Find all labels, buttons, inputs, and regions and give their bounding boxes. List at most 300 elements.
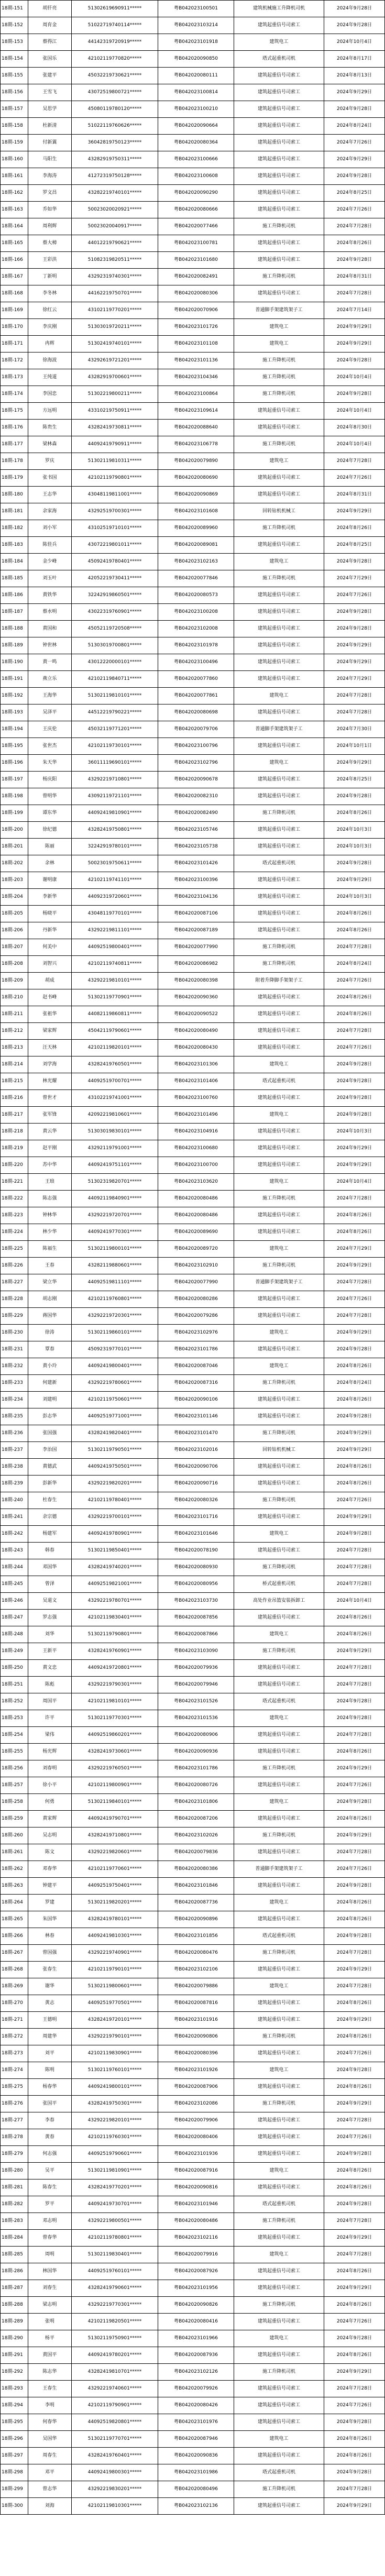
table-row: [1, 1224, 385, 1241]
batch-number-cell: 18期-222: [1, 1191, 28, 1207]
certificate-number-cell: 粤B042020079836: [158, 1844, 234, 1861]
table-row: [1, 805, 385, 822]
certificate-number-cell: 粤B042023100501: [158, 1, 234, 17]
certificate-number-cell: 粤B042020080406: [158, 2129, 234, 2146]
table-row: [1, 1576, 385, 1593]
batch-number-cell: 18期-278: [1, 2129, 28, 2146]
id-number-cell: 44092419780201*****: [71, 2347, 158, 2364]
date-cell: 2024年8月26日: [324, 2431, 384, 2448]
certificate-number-cell: 粤B042020077860: [158, 671, 234, 688]
person-name-cell: 汪天林: [28, 1040, 71, 1056]
person-name-cell: 吴平: [28, 2163, 71, 2179]
table-row: [1, 2213, 385, 2230]
date-cell: 2024年8月26日: [324, 1207, 384, 1224]
date-cell: 2024年10月3日: [324, 822, 384, 839]
id-number-cell: 45092319770101*****: [71, 1341, 158, 1358]
date-cell: 2024年10月4日: [324, 403, 384, 420]
batch-number-cell: 18期-299: [1, 2481, 28, 2498]
batch-number-cell: 18期-190: [1, 654, 28, 671]
certificate-number-cell: 粤B042020080430: [158, 1040, 234, 1056]
batch-number-cell: 18期-176: [1, 420, 28, 436]
job-type-cell: 建筑电工: [234, 1174, 324, 1191]
date-cell: 2024年7月28日: [324, 1660, 384, 1677]
id-number-cell: 43048119770101*****: [71, 906, 158, 922]
person-name-cell: 张书国: [28, 470, 71, 487]
person-name-cell: 陈福生: [28, 1241, 71, 1258]
certificate-number-cell: 粤B042020087736: [158, 1895, 234, 1911]
certificate-number-cell: 粤B042020080573: [158, 587, 234, 604]
batch-number-cell: 18期-182: [1, 520, 28, 537]
batch-number-cell: 18期-300: [1, 2498, 28, 2515]
id-number-cell: 43292219780701*****: [71, 1593, 158, 1610]
id-number-cell: 51302219800211*****: [71, 386, 158, 403]
person-name-cell: 邓志明: [28, 2213, 71, 2230]
batch-number-cell: 18期-167: [1, 269, 28, 285]
batch-number-cell: 18期-151: [1, 1, 28, 17]
batch-number-cell: 18期-179: [1, 470, 28, 487]
table-row: [1, 2448, 385, 2464]
person-name-cell: 周国平: [28, 1693, 71, 1710]
date-cell: 2024年7月26日: [324, 973, 384, 989]
date-cell: 2024年7月28日: [324, 218, 384, 235]
table-row: [1, 1760, 385, 1777]
job-type-cell: 施工升降机司机: [234, 2213, 324, 2230]
date-cell: 2024年9月28日: [324, 1, 384, 17]
date-cell: 2024年8月26日: [324, 235, 384, 252]
table-row: [1, 1945, 385, 1962]
batch-number-cell: 18期-195: [1, 738, 28, 755]
job-type-cell: 建筑电工: [234, 1056, 324, 1073]
certificate-number-cell: 粤B042020079890: [158, 453, 234, 470]
person-name-cell: 余家海: [28, 503, 71, 520]
certificate-number-cell: 粤B042023101978: [158, 637, 234, 654]
batch-number-cell: 18期-291: [1, 2347, 28, 2364]
batch-number-cell: 18期-202: [1, 855, 28, 872]
date-cell: 2024年7月26日: [324, 1861, 384, 1878]
job-type-cell: 建筑起重信号司索工: [234, 604, 324, 621]
date-cell: 2024年7月28日: [324, 1844, 384, 1861]
job-type-cell: 建筑电工: [234, 34, 324, 51]
table-row: [1, 1509, 385, 1526]
date-cell: 2024年10月4日: [324, 1174, 384, 1191]
date-cell: 2024年8月24日: [324, 118, 384, 135]
person-name-cell: 黄志: [28, 1995, 71, 2012]
person-name-cell: 吴国华: [28, 2431, 71, 2448]
id-number-cell: 36011119690101*****: [71, 755, 158, 772]
person-name-cell: 黄文忠: [28, 1660, 71, 1677]
table-row: [1, 302, 385, 319]
job-type-cell: 建筑起重信号司索工: [234, 1476, 324, 1492]
table-row: [1, 1157, 385, 1174]
person-name-cell: 徐小平: [28, 1777, 71, 1794]
id-number-cell: 43048119811001*****: [71, 487, 158, 503]
table-row: [1, 1911, 385, 1928]
batch-number-cell: 18期-163: [1, 202, 28, 218]
batch-number-cell: 18期-250: [1, 1660, 28, 1677]
job-type-cell: 施工升降机司机: [234, 1828, 324, 1844]
job-type-cell: 施工升降机司机: [234, 369, 324, 386]
table-row: [1, 1325, 385, 1341]
id-number-cell: 42102119800901*****: [71, 1777, 158, 1794]
person-name-cell: 刘春生: [28, 2280, 71, 2297]
job-type-cell: 建筑起重信号司索工: [234, 403, 324, 420]
id-number-cell: 43292219710801*****: [71, 772, 158, 788]
table-row: [1, 839, 385, 855]
person-name-cell: 丁新明: [28, 269, 71, 285]
id-number-cell: 44092519860201*****: [71, 1727, 158, 1744]
job-type-cell: 塔式起重机司机: [234, 51, 324, 68]
job-type-cell: 建筑电工: [234, 1710, 324, 1727]
table-row: [1, 554, 385, 570]
id-number-cell: 51302119800601*****: [71, 1978, 158, 1995]
date-cell: 2024年7月28日: [324, 1677, 384, 1693]
job-type-cell: 建筑起重信号司索工: [234, 788, 324, 805]
date-cell: 2024年10月4日: [324, 436, 384, 453]
id-number-cell: 43102219741001*****: [71, 1090, 158, 1107]
id-number-cell: 32242919860501*****: [71, 587, 158, 604]
date-cell: 2024年9月28日: [324, 2330, 384, 2347]
person-name-cell: 罗庆: [28, 453, 71, 470]
certificate-number-cell: 粤B042023103214: [158, 17, 234, 34]
job-type-cell: 建筑起重信号司索工: [234, 1140, 324, 1157]
certificate-number-cell: 粤B042023101136: [158, 353, 234, 369]
table-row: [1, 704, 385, 721]
table-row: [1, 420, 385, 436]
batch-number-cell: 18期-259: [1, 1811, 28, 1828]
table-row: [1, 2196, 385, 2213]
date-cell: 2024年9月28日: [324, 1794, 384, 1811]
id-number-cell: 43292219820101*****: [71, 2112, 158, 2129]
batch-number-cell: 18期-220: [1, 1157, 28, 1174]
date-cell: 2024年7月28日: [324, 2213, 384, 2230]
batch-number-cell: 18期-242: [1, 1526, 28, 1543]
job-type-cell: 附着升降脚手架架子工: [234, 973, 324, 989]
batch-number-cell: 18期-216: [1, 1090, 28, 1107]
id-number-cell: 43292319740301*****: [71, 269, 158, 285]
date-cell: 2024年8月26日: [324, 2079, 384, 2096]
person-name-cell: 何勇: [28, 1794, 71, 1811]
certificate-number-cell: 粤B042023100760: [158, 1090, 234, 1107]
id-number-cell: 43310219750911*****: [71, 403, 158, 420]
table-row: [1, 520, 385, 537]
table-row: [1, 2431, 385, 2448]
batch-number-cell: 18期-188: [1, 621, 28, 637]
person-name-cell: 朱天华: [28, 755, 71, 772]
job-type-cell: 施工升降机司机: [234, 1375, 324, 1392]
batch-number-cell: 18期-169: [1, 302, 28, 319]
certificate-number-cell: 粤B042020080396: [158, 2045, 234, 2062]
table-row: [1, 403, 385, 420]
batch-number-cell: 18期-237: [1, 1442, 28, 1459]
date-cell: 2024年9月28日: [324, 1090, 384, 1107]
certificate-number-cell: 粤B042023102796: [158, 755, 234, 772]
job-type-cell: 塔式起重机司机: [234, 1693, 324, 1710]
certificate-number-cell: 粤B042020080486: [158, 1207, 234, 1224]
date-cell: 2024年9月29日: [324, 1643, 384, 1660]
person-name-cell: 张军锋: [28, 1107, 71, 1124]
job-type-cell: 施工升降机司机: [234, 1945, 324, 1962]
id-number-cell: 42102119810101*****: [71, 1693, 158, 1710]
certificate-number-cell: 粤B042020087046: [158, 1358, 234, 1375]
date-cell: 2024年9月29日: [324, 503, 384, 520]
table-row: [1, 1593, 385, 1610]
person-name-cell: 李治国: [28, 1442, 71, 1459]
id-number-cell: 51022719740114*****: [71, 17, 158, 34]
certificate-number-cell: 粤B042023101406: [158, 1073, 234, 1090]
id-number-cell: 43292219811101*****: [71, 922, 158, 939]
person-name-cell: 丹新华: [28, 922, 71, 939]
job-type-cell: 建筑起重信号司索工: [234, 1878, 324, 1895]
person-name-cell: 梁林森: [28, 436, 71, 453]
date-cell: 2024年9月28日: [324, 2062, 384, 2079]
batch-number-cell: 18期-254: [1, 1727, 28, 1744]
batch-number-cell: 18期-203: [1, 872, 28, 889]
table-row: [1, 1693, 385, 1710]
id-number-cell: 51302119810311*****: [71, 453, 158, 470]
table-row: [1, 1710, 385, 1727]
id-number-cell: 50023020020921*****: [71, 202, 158, 218]
batch-number-cell: 18期-280: [1, 2163, 28, 2179]
table-row: [1, 2347, 385, 2364]
id-number-cell: 43072219801011*****: [71, 537, 158, 554]
date-cell: 2024年9月29日: [324, 319, 384, 336]
job-type-cell: 建筑电工: [234, 1241, 324, 1258]
batch-number-cell: 18期-173: [1, 369, 28, 386]
table-row: [1, 118, 385, 135]
table-row: [1, 68, 385, 84]
job-type-cell: 建筑起重信号司索工: [234, 2498, 324, 2515]
job-type-cell: 建筑电工: [234, 1895, 324, 1911]
id-number-cell: 44092519811101*****: [71, 1274, 158, 1291]
person-name-cell: 苏中华: [28, 1157, 71, 1174]
person-name-cell: 曾春华: [28, 2230, 71, 2247]
person-name-cell: 胡仟亮: [28, 1, 71, 17]
person-name-cell: 陈丽: [28, 839, 71, 855]
certificate-number-cell: 粤B042020090836: [158, 2448, 234, 2464]
job-type-cell: 建筑起重信号司索工: [234, 1509, 324, 1526]
job-type-cell: 建筑起重信号司索工: [234, 922, 324, 939]
id-number-cell: 43282419750301*****: [71, 2096, 158, 2112]
batch-number-cell: 18期-287: [1, 2280, 28, 2297]
date-cell: 2024年7月28日: [324, 2481, 384, 2498]
id-number-cell: 43292219820201*****: [71, 1476, 158, 1492]
certificate-number-cell: 粤B042023105746: [158, 822, 234, 839]
certificate-number-cell: 粤B042020087866: [158, 1626, 234, 1643]
table-row: [1, 1358, 385, 1375]
job-type-cell: 普通脚手架建筑架子工: [234, 302, 324, 319]
certificate-number-cell: 粤B042020077990: [158, 1274, 234, 1291]
certificate-number-cell: 粤B042023102976: [158, 1325, 234, 1341]
batch-number-cell: 18期-279: [1, 2146, 28, 2163]
id-number-cell: 43282419760401*****: [71, 2448, 158, 2464]
batch-number-cell: 18期-170: [1, 319, 28, 336]
id-number-cell: 42102119770820*****: [71, 51, 158, 68]
certificate-number-cell: 粤B042023100496: [158, 654, 234, 671]
batch-number-cell: 18期-236: [1, 1425, 28, 1442]
person-name-cell: 赵书峰: [28, 989, 71, 1006]
batch-number-cell: 18期-226: [1, 1258, 28, 1274]
person-name-cell: 黄铁华: [28, 587, 71, 604]
certificate-number-cell: 粤B042020089690: [158, 1224, 234, 1241]
date-cell: 2024年9月28日: [324, 2146, 384, 2163]
certificate-number-cell: 粤B042020080386: [158, 1861, 234, 1878]
batch-number-cell: 18期-205: [1, 906, 28, 922]
id-number-cell: 42102119790101*****: [71, 1962, 158, 1978]
job-type-cell: 建筑电工: [234, 2247, 324, 2263]
person-name-cell: 徐红云: [28, 302, 71, 319]
job-type-cell: 建筑起重信号司索工: [234, 1341, 324, 1358]
table-row: [1, 2146, 385, 2163]
job-type-cell: 建筑电工: [234, 755, 324, 772]
id-number-cell: 43102119770201*****: [71, 302, 158, 319]
date-cell: 2024年9月28日: [324, 1341, 384, 1358]
date-cell: 2024年9月28日: [324, 554, 384, 570]
person-name-cell: 何美中: [28, 939, 71, 956]
job-type-cell: 塔式起重机司机: [234, 855, 324, 872]
certificate-number-cell: 粤B042020090290: [158, 185, 234, 202]
certificate-number-cell: 粤B042020082490: [158, 805, 234, 822]
date-cell: 2024年7月26日: [324, 202, 384, 218]
person-name-cell: 曾世才: [28, 1090, 71, 1107]
job-type-cell: 建筑起重信号司索工: [234, 1543, 324, 1559]
table-row: [1, 2247, 385, 2263]
id-number-cell: 44092519700701*****: [71, 1073, 158, 1090]
date-cell: 2024年9月29日: [324, 1325, 384, 1341]
job-type-cell: 回转钻机机械工: [234, 1442, 324, 1459]
job-type-cell: 普通脚手架建筑架子工: [234, 1861, 324, 1878]
id-number-cell: 43282419770201*****: [71, 2179, 158, 2196]
table-row: [1, 1660, 385, 1677]
person-name-cell: 黄国平: [28, 2347, 71, 2364]
person-name-cell: 陈佳兵: [28, 537, 71, 554]
certificate-number-cell: 粤B042023102106: [158, 1962, 234, 1978]
table-row: [1, 1174, 385, 1191]
date-cell: 2024年9月29日: [324, 84, 384, 101]
table-row: [1, 336, 385, 353]
job-type-cell: 建筑起重信号司索工: [234, 989, 324, 1006]
certificate-number-cell: 粤B042020080426: [158, 2397, 234, 2414]
id-number-cell: 43282419740201*****: [71, 1559, 158, 1576]
certificate-number-cell: 粤B042020087926: [158, 2263, 234, 2280]
certificate-number-cell: 粤B042023102016: [158, 1442, 234, 1459]
batch-number-cell: 18期-296: [1, 2431, 28, 2448]
job-type-cell: 建筑起重信号司索工: [234, 1224, 324, 1241]
date-cell: 2024年8月26日: [324, 1995, 384, 2012]
id-number-cell: 51302119770301*****: [71, 1710, 158, 1727]
job-type-cell: 建筑电工: [234, 1358, 324, 1375]
table-row: [1, 1140, 385, 1157]
certificate-number-cell: 粤B042020088640: [158, 420, 234, 436]
certificate-number-cell: 粤B042023101108: [158, 336, 234, 353]
certificate-number-cell: 粤B042020079706: [158, 721, 234, 738]
table-row: [1, 1476, 385, 1492]
date-cell: 2024年10月3日: [324, 1124, 384, 1140]
date-cell: 2024年7月28日: [324, 2112, 384, 2129]
job-type-cell: 建筑起重信号司索工: [234, 285, 324, 302]
certificate-number-cell: 粤B042023105738: [158, 839, 234, 855]
job-type-cell: 建筑起重信号司索工: [234, 637, 324, 654]
batch-number-cell: 18期-155: [1, 68, 28, 84]
batch-number-cell: 18期-178: [1, 453, 28, 470]
certificate-number-cell: 粤B042020080416: [158, 2314, 234, 2330]
id-number-cell: 44092519820801*****: [71, 2414, 158, 2431]
date-cell: 2024年8月26日: [324, 906, 384, 922]
date-cell: 2024年9月28日: [324, 168, 384, 185]
person-name-cell: 黄春: [28, 2129, 71, 2146]
person-name-cell: 钟林华: [28, 1207, 71, 1224]
batch-number-cell: 18期-201: [1, 839, 28, 855]
person-name-cell: 黄家辉: [28, 1811, 71, 1828]
job-type-cell: 施工升降机司机: [234, 2029, 324, 2045]
id-number-cell: 43022319760901*****: [71, 604, 158, 621]
job-type-cell: 建筑起重信号司索工: [234, 17, 324, 34]
date-cell: 2024年9月29日: [324, 637, 384, 654]
id-number-cell: 43282419790601*****: [71, 2280, 158, 2297]
date-cell: 2024年7月29日: [324, 671, 384, 688]
date-cell: 2024年8月26日: [324, 2297, 384, 2314]
job-type-cell: 施工升降机司机: [234, 2364, 324, 2381]
date-cell: 2024年9月29日: [324, 2498, 384, 2515]
person-name-cell: 杨晓平: [28, 906, 71, 922]
job-type-cell: 建筑起重信号司索工: [234, 2414, 324, 2431]
id-number-cell: 51302419740101*****: [71, 336, 158, 353]
table-row: [1, 202, 385, 218]
job-type-cell: 建筑机械施工升降机司机: [234, 1, 324, 17]
job-type-cell: 建筑电工: [234, 1794, 324, 1811]
certificate-number-cell: 粤B042023101526: [158, 1693, 234, 1710]
certificate-number-cell: 粤B042023102126: [158, 2364, 234, 2381]
table-row: [1, 1878, 385, 1895]
date-cell: 2024年7月28日: [324, 1945, 384, 1962]
table-row: [1, 1626, 385, 1643]
batch-number-cell: 18期-184: [1, 554, 28, 570]
batch-number-cell: 18期-231: [1, 1341, 28, 1358]
job-type-cell: 建筑起重信号司索工: [234, 2230, 324, 2247]
batch-number-cell: 18期-229: [1, 1308, 28, 1325]
table-row: [1, 51, 385, 68]
table-row: [1, 1392, 385, 1408]
table-row: [1, 1459, 385, 1476]
person-name-cell: 彭志华: [28, 1408, 71, 1425]
id-number-cell: 43292219790101*****: [71, 2029, 158, 2045]
job-type-cell: 建筑起重信号司索工: [234, 1844, 324, 1861]
date-cell: 2024年8月26日: [324, 2347, 384, 2364]
certificate-number-cell: 粤B042020080486: [158, 2213, 234, 2230]
certificate-number-cell: 粤B042023101786: [158, 1341, 234, 1358]
batch-number-cell: 18期-183: [1, 537, 28, 554]
date-cell: 2024年8月26日: [324, 1224, 384, 1241]
certificate-number-cell: 粤B042023101926: [158, 2062, 234, 2079]
batch-number-cell: 18期-264: [1, 1895, 28, 1911]
job-type-cell: 建筑起重信号司索工: [234, 2179, 324, 2196]
table-row: [1, 470, 385, 487]
date-cell: 2024年7月28日: [324, 1576, 384, 1593]
date-cell: 2024年7月28日: [324, 1727, 384, 1744]
date-cell: 2024年7月28日: [324, 1543, 384, 1559]
batch-number-cell: 18期-294: [1, 2397, 28, 2414]
date-cell: 2024年8月26日: [324, 1895, 384, 1911]
person-name-cell: 张明: [28, 2314, 71, 2330]
batch-number-cell: 18期-263: [1, 1878, 28, 1895]
batch-number-cell: 18期-283: [1, 2213, 28, 2230]
table-row: [1, 889, 385, 906]
table-row: [1, 386, 385, 403]
person-name-cell: 马阳生: [28, 151, 71, 168]
certificate-number-cell: 粤B042020090936: [158, 1744, 234, 1760]
certificate-number-cell: 粤B042020079286: [158, 1308, 234, 1325]
job-type-cell: 施工升降机司机: [234, 1643, 324, 1660]
person-name-cell: 吴泽平: [28, 704, 71, 721]
